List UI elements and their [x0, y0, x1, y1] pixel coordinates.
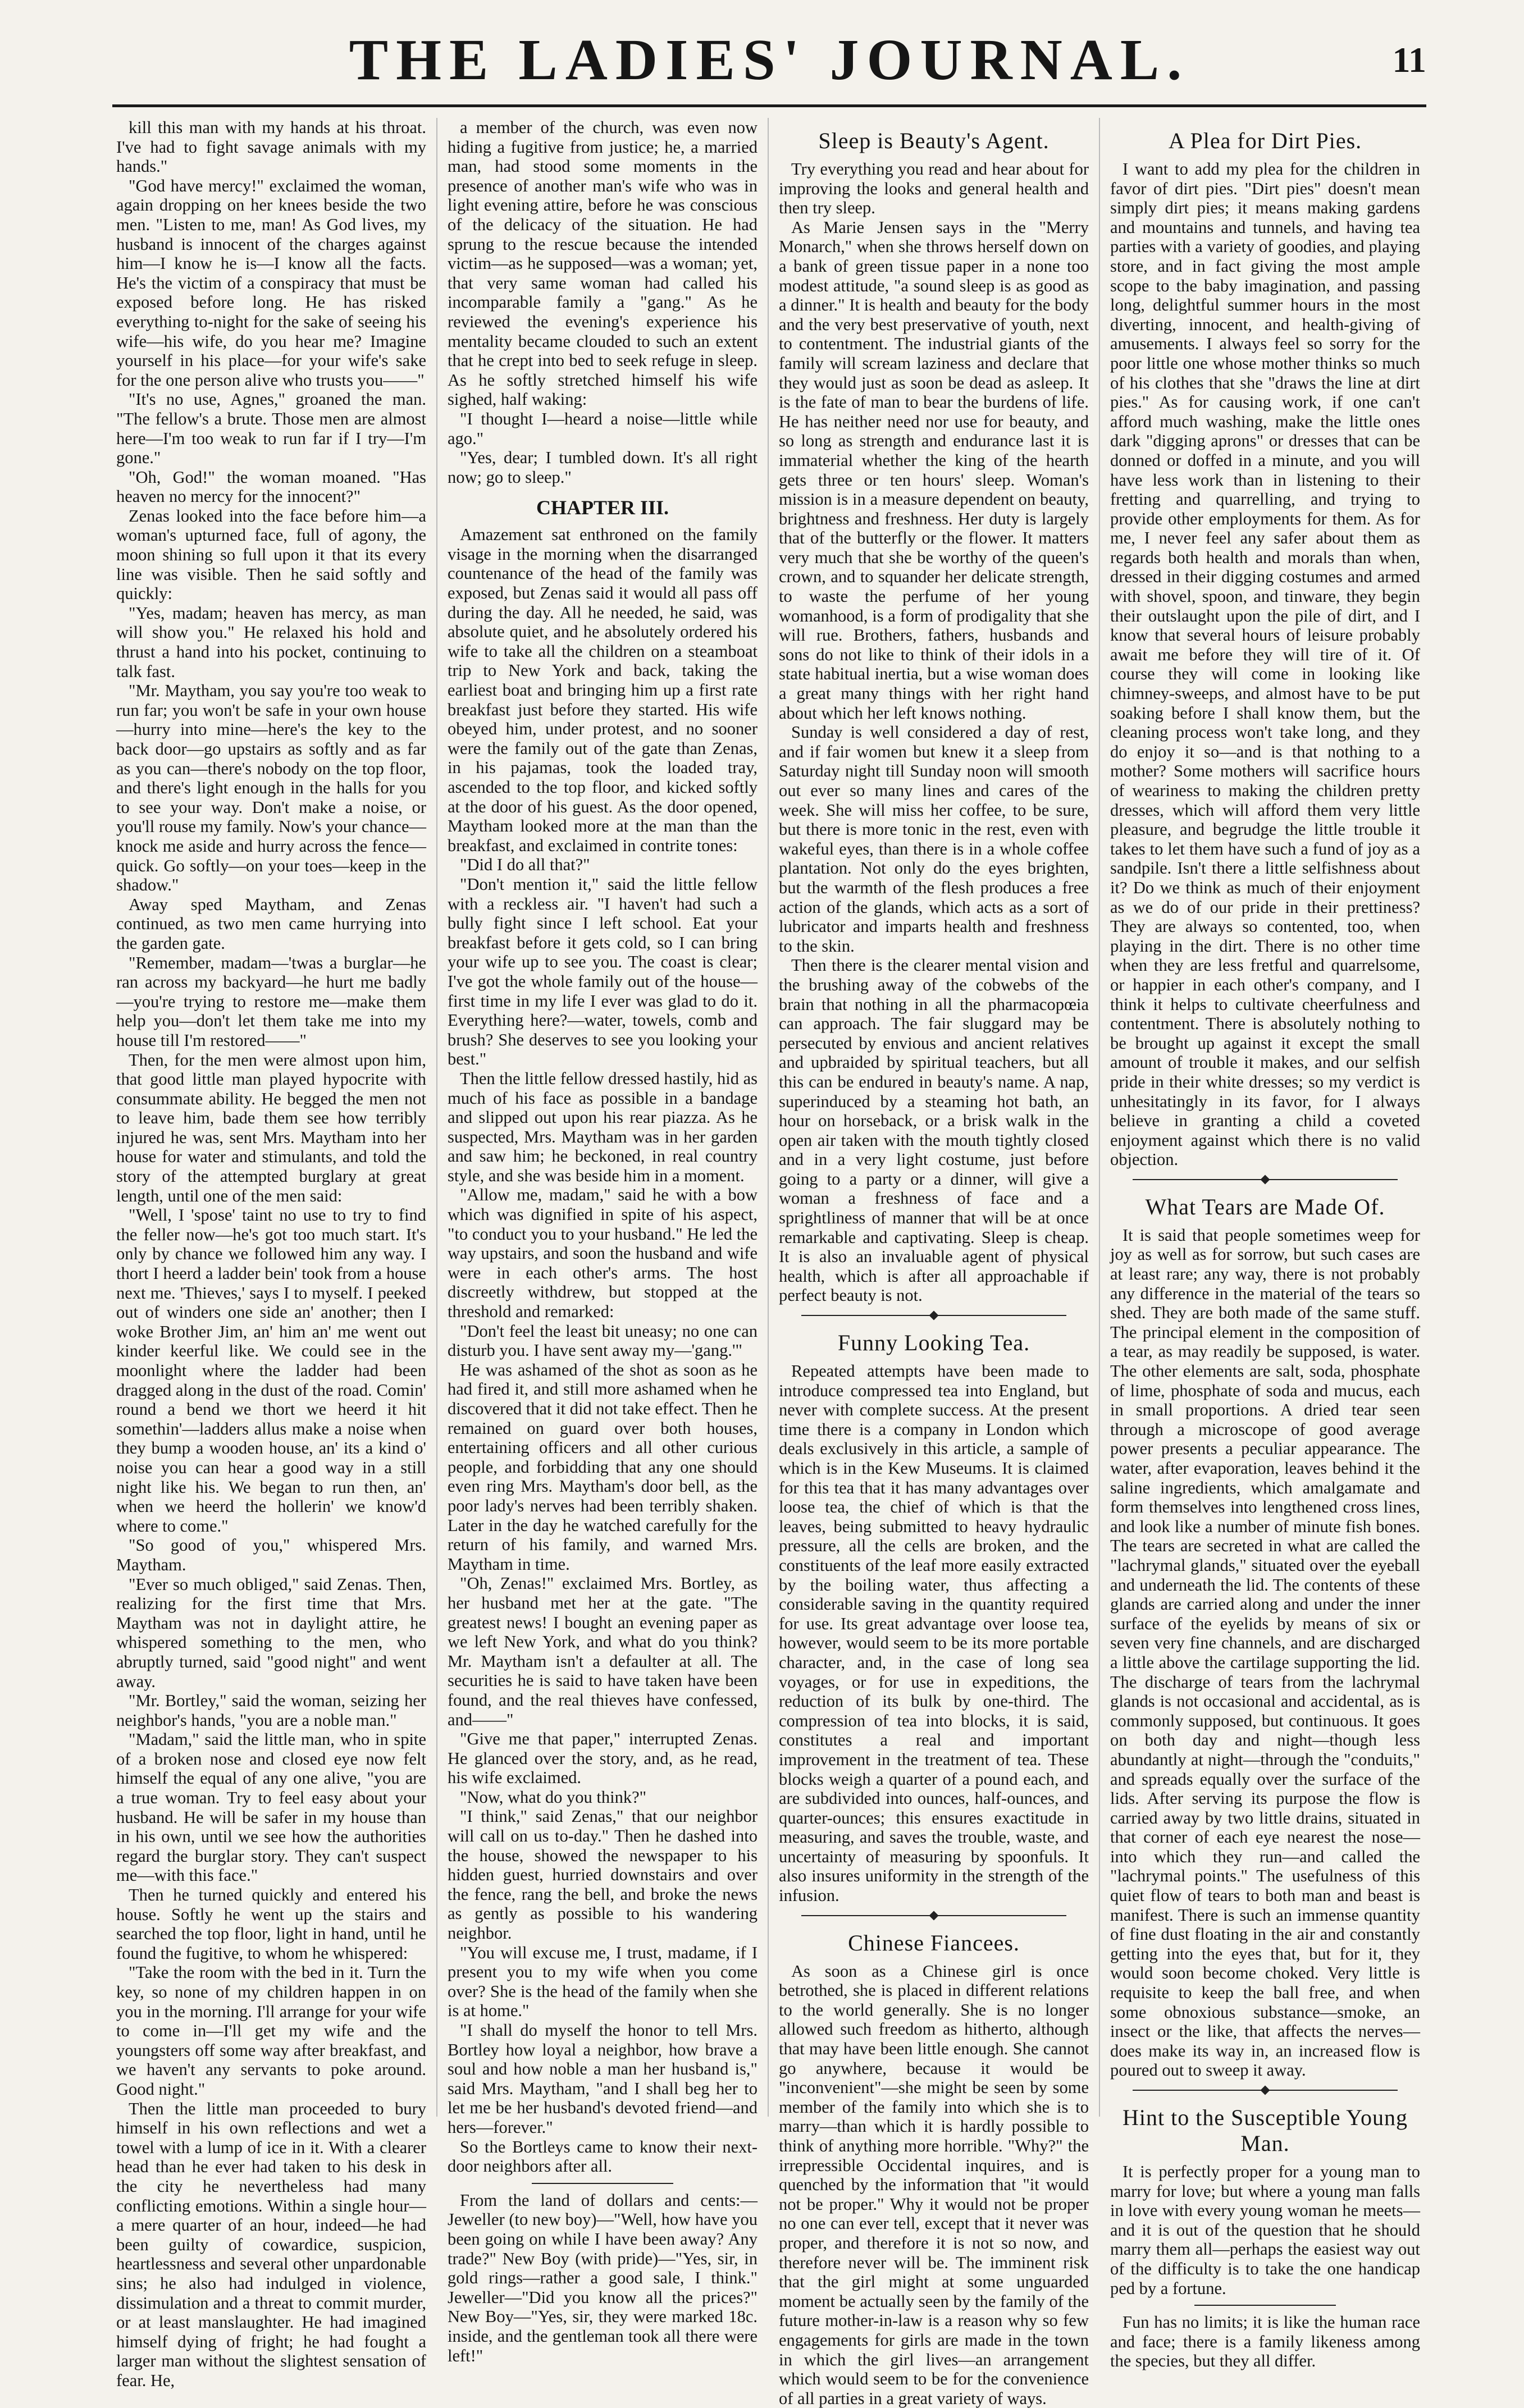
paragraph: Amazement sat enthroned on the family visage in the morning when the disarranged countenance of the head of the family was exposed, but Zenas said it would all pass off during the day. All he needed, he said, was absolute quiet, and he absolutely ordered his wife to take all the children on a steamboat trip to New York and back, taking the earliest boat and bringing him up a first rate breakfast just before they started. His wife obeyed him, under protest, and no sooner were the family out of the gate than Zenas, in his pajamas, took the loaded tray, ascended to the top floor, and kicked softly at the door of his guest. As the door opened, Maytham looked more at the man than the breakfast, and exclaimed in contrite tones: — [448, 525, 758, 855]
paragraph: "Did I do all that?" — [460, 855, 590, 875]
paragraph: Then he turned quickly and entered his house. Softly he went up the stairs and searched the top floor, light in hand, until he found the fugitive, to whom he whispered: — [116, 1885, 426, 1963]
paragraph: "Don't mention it," said the little fellow with a reckless air. "I haven't had such a bully fight since I left school. Eat your breakfast before it gets cold, so I can bring your wife up to see you. The coast is clear; I've got the whole family out of the house—first time in my life I ever was glad to do it. Everything here?—water, towels, comb and brush? She deserves to see you looking your best." — [448, 874, 758, 1069]
paragraph: Try everything you read and hear about for improving the looks and general health and then try sleep. — [779, 159, 1089, 218]
paragraph: I want to add my plea for the children in favor of dirt pies. "Dirt pies" doesn't mean simply dirt pies; it means making gardens and mountains and tunnels, and having tea parties with a variety of goodies, and playing store, and in fact giving the most ample scope to the baby imagination, and passing long, delightful summer hours in the most diverting, innocent, and health-giving of amusements. I always feel so sorry for the poor little one whose mother thinks so much of his clothes that she "draws the line at dirt pies." As for causing work, if one can't afford much washing, make the little ones dark "digging aprons" or dresses that can be donned or doffed in a minute, and you will have less work than in listening to their fretting and quarrelling, and trying to provide other employments for them. As for me, I never feel any safer about them as regards both health and morals than when, dressed in their digging costumes and armed with shovel, spoon, and tinware, they begin their outslaught upon the pile of dirt, and I know that several hours of leisure probably await me before they will tire of it. Of course they will come in looking like chimney-sweeps, and almost have to be put soaking before I shall know them, but the cleaning process won't take long, and they do enjoy it so—and is that nothing to a mother? Some mothers will sacrifice hours of weariness to making the children pretty dresses, which will afford them very little pleasure, and begrudge the little trouble it takes to let them have such a fund of joy as a sandpile. Isn't there a little selfishness about it? Do we think as much of their enjoyment as we do of our pride in their prettiness? They are always so contented, too, when playing in the dirt. There is no other time when they are less fretful and quarrelsome, or happier in each other's company, and I think it helps to cultivate cheerfulness and contentment. There is absolutely nothing to be brought up against it except the small amount of trouble it makes, and our selfish pride in their white dresses; so my verdict is unhesitatingly in its favor, for I always believe in granting a child a coveted enjoyment against which there is no valid objection. — [1110, 159, 1420, 1169]
section-divider — [801, 1911, 1066, 1920]
paragraph: It is said that people sometimes weep for joy as well as for sorrow, but such cases are at least rare; any way, there is not probably any difference in the material of the tears so shed. They are both made of the same stuff. The principal element in the composition of a tear, as may readily be supposed, is water. The other elements are salt, soda, phosphate of lime, phosphate of soda and mucus, each in small proportions. A dried tear seen through a microscope of good average power presents a peculiar appearance. The water, after evaporation, leaves behind it the saline ingredients, which amalgamate and form themselves into lengthened cross lines, and look like a number of minute fish bones. The tears are secreted in what are called the "lachrymal glands," situated over the eyeball and underneath the lid. The contents of these glands are carried along and under the inner surface of the eyelids by means of six or seven very fine channels, and are discharged a little above the cartilage supporting the lid. The discharge of tears from the lachrymal glands is not occasional and accidental, as is commonly supposed, but continuous. It goes on both day and night—though less abundantly at night—through the "conduits," and spreads equally over the surface of the lids. After serving its purpose the flow is carried away by two little drains, situated in that corner of each eye nearest the nose—into which they run—and called the "lachrymal points." The usefulness of this quiet flow of tears to both man and beast is manifest. There is such an immense quantity of fine dust floating in the air and constantly getting into the eyes that, but for it, they would soon become choked. Very little is requisite to keep the ball free, and when some obnoxious substance—smoke, an insect or the like, that affects the nerves—does make its way in, an increased flow is poured out to sweep it away. — [1110, 1225, 1420, 2080]
section-divider — [1133, 1175, 1398, 1184]
paragraph: "Allow me, madam," said he with a bow which was dignified in spite of his aspect, "to conduct you to your husband." He led the way upstairs, and soon the husband and wife were in each other's arms. The host discreetly withdrew, but stopped at the threshold and remarked: — [448, 1185, 758, 1322]
paragraph: "Oh, God!" the woman moaned. "Has heaven no mercy for the innocent?" — [116, 467, 426, 506]
paragraph: "Mr. Maytham, you say you're too weak to run far; you won't be safe in your own house—hurry into mine—here's the key to the back door—go upstairs as softly and as far as you can—there's nobody on the top floor, and there's light enough in the halls for you to see your way. Don't make a noise, or you'll rouse my family. Now's your chance—knock me aside and hurry across the fence—quick. Go softly—on your toes—keep in the shadow." — [116, 681, 426, 895]
section-divider — [1133, 2086, 1398, 2095]
paragraph: "You will excuse me, I trust, madame, if I present you to my wife when you come over? She is the head of the family when she is at home." — [448, 1943, 758, 2021]
paragraph: Away sped Maytham, and Zenas continued, as two men came hurrying into the garden gate. — [116, 894, 426, 953]
paragraph: "I think," said Zenas," that our neighbor will call on us to-day." Then he dashed into the house, showed the newspaper to his hidden guest, hurried downstairs and over the fence, rang the bell, and broke the news as gently as possible to his wandering neighbor. — [448, 1807, 758, 1943]
paragraph: "I shall do myself the honor to tell Mrs. Bortley how loyal a neighbor, how brave a soul and how noble a man her husband is," said Mrs. Maytham, "and I shall beg her to let me be her husband's devoted friend—and hers—forever." — [448, 2021, 758, 2137]
paragraph: As Marie Jensen says in the "Merry Monarch," when she throws herself down on a bank of green tissue paper in a none too modest attitude, "a sound sleep is as good as a dinner." It is health and beauty for the body and the very best preservative of youth, next to contentment. The industrial giants of the family will scream laziness and declare that they would just as soon be dead as asleep. It is the fate of man to bear the burdens of life. He has neither need nor use for beauty, and so long as strength and endurance last it is immaterial whether the king of the hearth gets three or ten hours' sleep. Woman's mission is in a measure dependent on beauty, brightness and freshness. Her duty is largely that of the butterfly or the flower. It matters very much that she be worthy of the queen's crown, and to squander her delicate strength, to waste the perfume of her young womanhood, is a form of prodigality that she will rue. Brothers, fathers, husbands and sons do not like to think of their idols in a state habitual inertia, but a wise woman does a great many things with her right hand about which her left knows nothing. — [779, 217, 1089, 723]
section-divider — [801, 1311, 1066, 1320]
paragraph: Then there is the clearer mental vision and the brushing away of the cobwebs of the brain that nothing in all the pharmacopœia can approach. The fair sluggard may be persecuted by envious and ancient relatives and upbraided by spiritual teachers, but all this can be endured in beauty's name. A nap, superinduced by a steaming hot bath, an hour on horseback, or a brisk walk in the open air taken with the mouth tightly closed and in a very light costume, just before going to a party or a dinner, will give a woman a freshness of face and a sprightliness of manner that will be at once remarkable and captivating. Sleep is cheap. It is also an invaluable agent of physical health, which is after all approachable if perfect beauty is not. — [779, 956, 1089, 1305]
sleep-article — [779, 159, 1089, 1305]
paragraph: So the Bortleys came to know their next-door neighbors after all. — [448, 2137, 758, 2176]
paragraph: "God have mercy!" exclaimed the woman, again dropping on her knees beside the two men. "Listen to me, man! As God lives, my husband is innocent of the charges against him—I know he is—I know all the facts. He's the victim of a conspiracy that must be exposed before long. He has risked everything to-night for the sake of seeing his wife—his wife, do you hear me? Imagine yourself in his place—for your wife's sake for the one person alive who trusts you——" — [116, 176, 426, 390]
paragraph: "Take the room with the bed in it. Turn the key, so none of my children happen in on you in the morning. I'll arrange for your wife to come in—I'll get my wife and the youngsters off some way after breakfast, and we haven't any servants to poke around. Good night." — [116, 1963, 426, 2099]
column-gutter — [1099, 118, 1100, 2117]
paragraph: "Give me that paper," interrupted Zenas. He glanced over the story, and, as he read, his wife exclaimed. — [448, 1729, 758, 1788]
fiancees-heading: Chinese Fiancees. — [848, 1930, 1020, 1955]
dirt-pies-heading: A Plea for Dirt Pies. — [1168, 128, 1362, 153]
chapter-heading: CHAPTER III. — [536, 496, 669, 519]
page-number: 11 — [1392, 40, 1426, 80]
column-4 — [1110, 118, 1420, 2371]
fiancees-article — [779, 1962, 1089, 2408]
paragraph: He was ashamed of the shot as soon as he had fired it, and still more ashamed when he discovered that it did not take effect. Then he remained on guard over both houses, entertaining officers and all other curious people, and forbidding that any one should even ring Mrs. Maytham's door bell, as the poor lady's nerves had been terribly shaken. Later in the day he watched carefully for the return of his family, and warned Mrs. Maytham in time. — [448, 1360, 758, 1574]
masthead — [112, 18, 1426, 102]
dirt-pies-article — [1110, 159, 1420, 1169]
journal-title: THE LADIES' JOURNAL. — [349, 28, 1190, 92]
paragraph: "Now, what do you think?" — [460, 1787, 647, 1807]
paragraph: "Yes, madam; heaven has mercy, as man will show you." He relaxed his hold and thrust a hand into his pocket, continuing to talk fast. — [116, 603, 426, 681]
hint-article — [1110, 2162, 1420, 2298]
paragraph: "Mr. Bortley," said the woman, seizing her neighbor's hands, "you are a noble man." — [116, 1691, 426, 1730]
paragraph: "It's no use, Agnes," groaned the man. "The fellow's a brute. Those men are almost here—I'm too weak to run far if I try—I'm gone." — [116, 390, 426, 468]
paragraph: kill this man with my hands at his throat. I've had to fight savage animals with my hands." — [116, 118, 426, 176]
chapter-three-text — [448, 525, 758, 2176]
paragraph: It is perfectly proper for a young man to marry for love; but where a young man falls in love with every young woman he meets—and it is out of the question that he should marry them all—perhaps the easiest way out of the difficulty is to take the one handicap ped by a fortune. — [1110, 2162, 1420, 2298]
story-continuation — [448, 118, 758, 487]
paragraph: "Yes, dear; I tumbled down. It's all right now; go to sleep." — [448, 448, 758, 487]
tears-article — [1110, 1226, 1420, 2080]
paragraph: As soon as a Chinese girl is once betrothed, she is placed in different relations to the world generally. She is no longer allowed such freedom as hitherto, although that may have been little enough. She cannot go anywhere, because it would be "inconvenient"—she might be seen by some member of the family into which she is to marry—than which it is hardly possible to think of anything more horrible. "Why?" the irrepressible Occidental inquires, and is quenched by the information that "it would not be proper." Why it would not be proper no one can ever tell, except that it never was proper, and therefore it is not so now, and therefore never will be. The imminent risk that the girl might at some unguarded moment be actually seen by the family of the future mother-in-law is a reason why so few engagements for girls are made in the town in which the girl lives—an arrangement which would seem to be for the convenience of all parties in a great variety of ways. — [779, 1961, 1089, 2408]
paragraph: "Remember, madam—'twas a burglar—he ran across my backyard—he hurt me badly—you're trying to restore me—make them help you—don't let them take me into my house till I'm restored——" — [116, 953, 426, 1050]
paragraph: "Don't feel the least bit uneasy; no one can disturb you. I have sent away my—'gang.'" — [448, 1321, 758, 1360]
column-gutter — [768, 118, 769, 2117]
tea-article — [779, 1361, 1089, 1906]
paragraph: Then the little man proceeded to bury himself in his own reflections and wet a towel with a lump of ice in it. With a clearer head than he ever had taken to his desk in the city he nevertheless had many conflicting emotions. Within a single hour—a mere quarter of an hour, indeed—he had been guilty of cowardice, suspicion, heartlessness and several other unpardonable sins; he also had indulged in violence, dissimulation and a threat to commit murder, or at least manslaughter. He had imagined himself dying of fright; he had fought a larger man without the slightest sensation of fear. He, — [116, 2099, 426, 2390]
column-3 — [779, 118, 1089, 2408]
paragraph: "Oh, Zenas!" exclaimed Mrs. Bortley, as her husband met her at the gate. "The greatest news! I bought an evening paper as we left New York, and what do you think? Mr. Maytham isn't a defaulter at all. The securities he is said to have taken have been found, and the real thieves have confessed, and——" — [448, 1574, 758, 1729]
column-1 — [116, 118, 426, 2390]
masthead-rule — [112, 104, 1426, 107]
section-divider — [1194, 2305, 1336, 2306]
sleep-heading: Sleep is Beauty's Agent. — [818, 128, 1050, 153]
paragraph: "Madam," said the little man, who in spite of a broken nose and closed eye now felt himself the equal of any one alive, "you are a true woman. Try to feel easy about your husband. He will be safer in my house than in his own, until we see how the authorities regard the burglar story. They can't suspect me—with this face." — [116, 1730, 426, 1885]
paragraph: "Ever so much obliged," said Zenas. Then, realizing for the first time that Mrs. Maytham was not in daylight attire, he whispered something to the men, who abruptly turned, said "good night" and went away. — [116, 1574, 426, 1691]
paragraph: "So good of you," whispered Mrs. Maytham. — [116, 1536, 426, 1574]
paragraph: Then, for the men were almost upon him, that good little man played hypocrite with consummate ability. He begged the men not to leave him, bade them see how terribly injured he was, sent Mrs. Maytham into her house for water and stimulants, and told the story of the attempted burglary at great length, until one of the men said: — [116, 1050, 426, 1205]
column-2 — [448, 118, 758, 2365]
tears-heading: What Tears are Made Of. — [1145, 1194, 1385, 1219]
hint-heading: Hint to the Susceptible Young Man. — [1123, 2105, 1408, 2156]
tea-heading: Funny Looking Tea. — [837, 1330, 1030, 1356]
section-divider — [532, 2183, 673, 2184]
paragraph: "I thought I—heard a noise—little while ago." — [448, 409, 758, 448]
column-gutter — [436, 118, 437, 2117]
paragraph: Zenas looked into the face before him—a woman's upturned face, full of agony, the moon shining so full upon it that its every line was visible. Then he said softly and quickly: — [116, 506, 426, 604]
paragraph: a member of the church, was even now hiding a fugitive from justice; he, a married man, had stood some moments in the presence of another man's wife who was in light evening attire, before he was conscious of the delicacy of the situation. He had sprung to the rescue because the intended victim—as he supposed—was a woman; yet, that very same woman had called his incomparable family a "gang." As he reviewed the evening's experience his mentality became clouded to such an extent that he crept into bed to seek refuge in sleep. As he softly stretched himself his wife sighed, half waking: — [448, 118, 758, 409]
paragraph: Repeated attempts have been made to introduce compressed tea into England, but never with complete success. At the present time there is a company in London which deals exclusively in this article, a sample of which is in the Kew Museums. It is claimed for this tea that it has many advantages over loose tea, the chief of which is that the leaves, being submitted to heavy hydraulic pressure, all the cells are broken, and the constituents of the leaf more easily extracted by the boiling water, thus affecting a considerable saving in the quantity required for use. Its great advantage over loose tea, however, would seem to be its more portable character, and, in the case of long sea voyages, or for use in expeditions, the reduction of its bulk by one-third. The compression of tea into blocks, it is said, constitutes a real and important improvement in the treatment of tea. These blocks weigh a quarter of a pound each, and are subdivided into ounces, half-ounces, and quarter-ounces; this ensures exactitude in measuring, and saves the trouble, waste, and uncertainty of measuring by spoonfuls. It also insures uniformity in the strength of the infusion. — [779, 1361, 1089, 1906]
closing-paragraph: Fun has no limits; it is like the human race and face; there is a family likeness among the species, but they all differ. — [1110, 2313, 1420, 2371]
paragraph: Sunday is well considered a day of rest, and if fair women but knew it a sleep from Saturday night till Sunday noon will smooth out ever so many lines and cares of the week. She will miss her coffee, to be sure, but there is more tonic in the rest, even with wakeful eyes, than there is in a whole coffee plantation. Not only do the eyes brighten, but the warmth of the flesh produces a free action of the glands, which acts as a sort of lubricator and imparts health and freshness to the skin. — [779, 723, 1089, 956]
joke-paragraph: From the land of dollars and cents:—Jeweller (to new boy)—"Well, how have you been going on while I have been away? Any trade?" New Boy (with pride)—"Yes, sir, in gold rings—rather a good sale, I think." Jeweller—"Did you know all the prices?" New Boy—"Yes, sir, they were marked 18c. inside, and the gentleman took all there were left!" — [448, 2190, 758, 2365]
paragraph: "Well, I 'spose' taint no use to try to find the feller now—he's got too much start. It's only by chance we followed him any way. I thort I heerd a ladder bein' took from a house next me. 'Thieves,' says I to myself. I peeked out of winders one side an' another; then I woke Brother Jim, an' him an' me went out kinder keerful like. We could see in the moonlight where the ladder had been dragged along in the dust of the road. Comin' round a bend we thort we heerd it hit somethin'—ladders allus make a noise when they bump a wooden house, an' its a kind o' noise you can hear a good way in a still night like his. We began to run then, an' when we heerd the hollerin' we know'd where to come." — [116, 1205, 426, 1536]
paragraph: Then the little fellow dressed hastily, hid as much of his face as possible in a bandage and slipped out upon his rear piazza. As he suspected, Mrs. Maytham was in her garden and saw him; he beckoned, in real country style, and she was beside him in a moment. — [448, 1068, 758, 1185]
